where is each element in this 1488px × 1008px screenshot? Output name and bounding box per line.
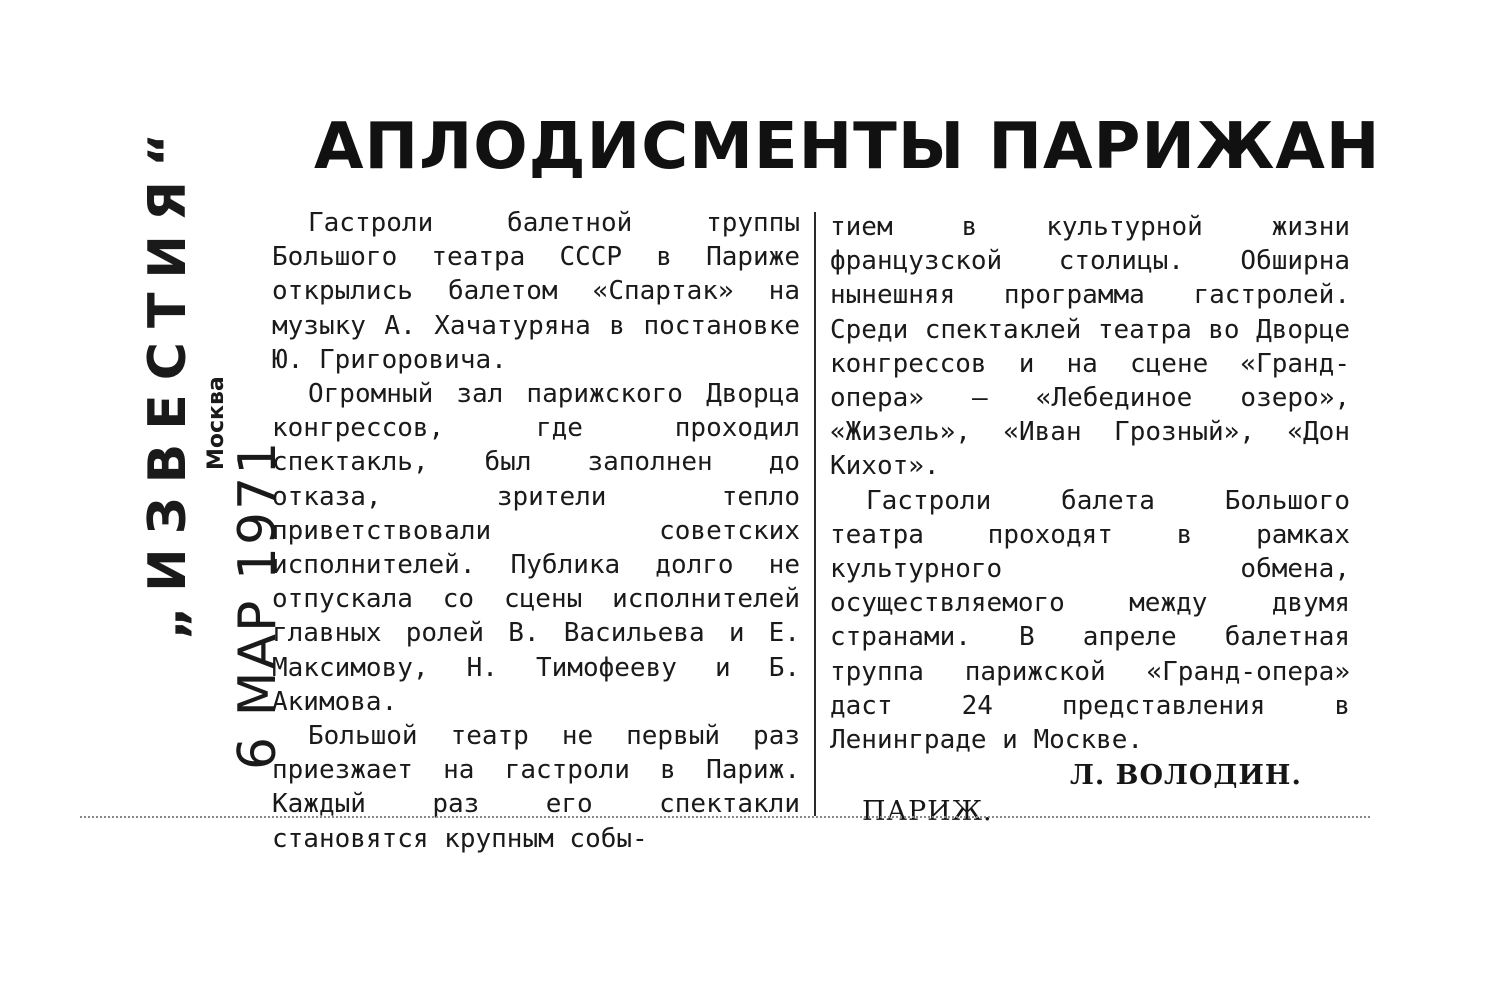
article-paragraph: Гастроли балетной труппы Большого театра СССР в Париже открылись балетом «Спартак» на музыку А. Хачатуряна в постановке Ю. Григоровича. bbox=[272, 208, 800, 375]
author-signature: Л. ВОЛОДИН. bbox=[1070, 760, 1302, 791]
column-divider bbox=[814, 212, 816, 816]
article-paragraph: Гастроли балета Большого театра проходят в рамках культурного обмена, осуществляемого между двумя странами. В апреле балетная труппа парижской «Гранд-опера» даст 24 представления в Ленинграде и Москве. bbox=[830, 485, 1350, 756]
date-stamp: 6 МАР 1971 bbox=[228, 439, 288, 770]
article-paragraph: Огромный зал парижского Дворца конгрессов, где проходил спектакль, был заполнен до отказа, зрители тепло приветствовали советских исполнителей. Публика долго не отпускала со сцены исполнителей главных ролей В. Васильева и Е. Максимову, Н. Тимофееву и Б. Акимова. bbox=[272, 379, 800, 717]
clipping-bottom-edge bbox=[80, 816, 1370, 818]
article-headline: АПЛОДИСМЕНТЫ ПАРИЖАН bbox=[314, 110, 1381, 184]
dateline: ПАРИЖ. bbox=[862, 796, 993, 827]
city-stamp: Москва bbox=[204, 376, 229, 470]
article-paragraph: Большой театр не первый раз приезжает на гастроли в Париж. Каждый раз его спектакли становятся крупным собы- bbox=[272, 721, 800, 854]
article-paragraph: тием в культурной жизни французской столицы. Обширна нынешняя программа гастролей. Среди спектаклей театра во Дворце конгрессов и на сцене «Гранд-опера» — «Лебединое озеро», «Жизель», «Иван Грозный», «Дон Кихот». bbox=[830, 212, 1350, 482]
newspaper-name-stamp: „ИЗВЕСТИЯ“ bbox=[138, 118, 198, 640]
article-column-right bbox=[830, 210, 1350, 757]
article-column-left bbox=[272, 206, 800, 856]
